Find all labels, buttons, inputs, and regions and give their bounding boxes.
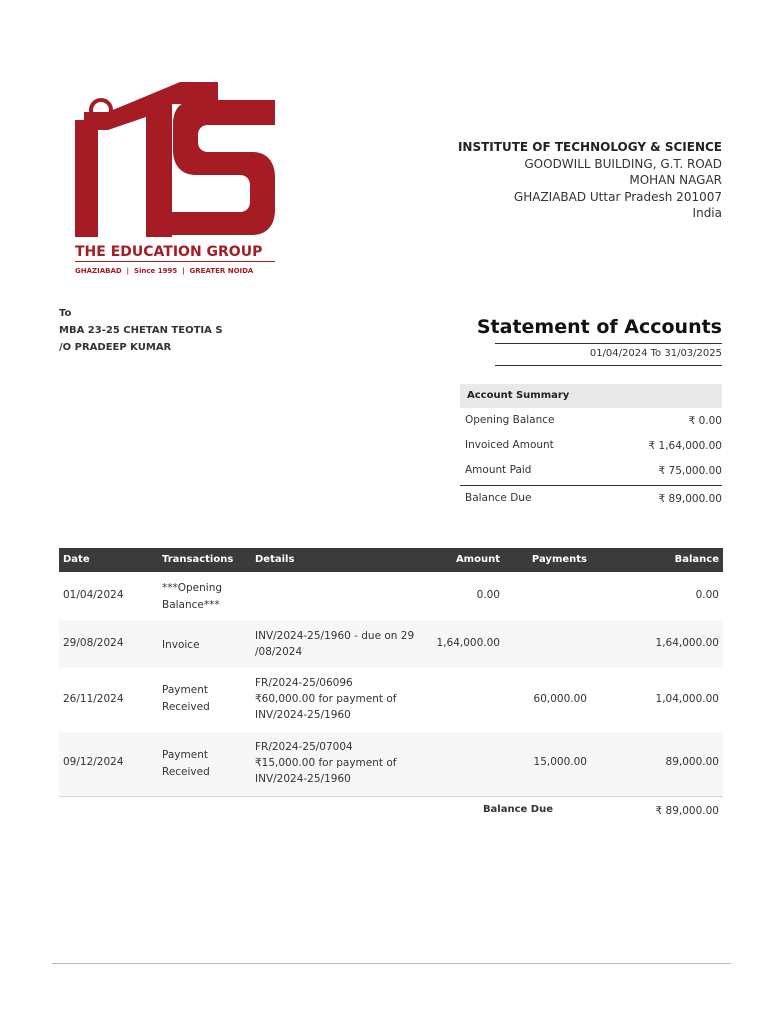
- recipient-line1: MBA 23-25 CHETAN TEOTIA S: [59, 325, 223, 336]
- cell-balance: 1,04,000.00: [655, 693, 719, 705]
- header-balance: Balance: [674, 554, 719, 565]
- account-summary: [460, 384, 722, 511]
- table-row: [59, 572, 723, 620]
- header-payments: Payments: [531, 554, 587, 565]
- cell-payment: 60,000.00: [533, 693, 587, 705]
- account-summary-heading: Account Summary: [460, 384, 722, 408]
- its-logo-mark: [62, 72, 292, 282]
- org-country: India: [692, 206, 722, 220]
- balance-due-value: ₹ 89,000.00: [655, 805, 719, 817]
- cell-transaction: Payment Received: [162, 684, 210, 713]
- footer-divider: [52, 963, 731, 964]
- cell-date: 01/04/2024: [63, 589, 124, 601]
- recipient-block: [59, 305, 223, 356]
- logo-subline: GHAZIABAD | Since 1995 | GREATER NOIDA: [75, 267, 254, 275]
- summary-label: Amount Paid: [465, 464, 532, 476]
- cell-balance: 1,64,000.00: [655, 637, 719, 649]
- table-row: [59, 668, 723, 732]
- org-address-line2: MOHAN NAGAR: [629, 173, 722, 187]
- cell-transaction: Invoice: [162, 639, 200, 651]
- header-transactions: Transactions: [162, 554, 234, 565]
- statement-period: 01/04/2024 To 31/03/2025: [589, 348, 722, 359]
- summary-value: ₹ 89,000.00: [658, 493, 722, 505]
- org-name: INSTITUTE OF TECHNOLOGY & SCIENCE: [457, 140, 722, 154]
- cell-transaction: ***Opening Balance***: [162, 582, 223, 611]
- summary-row-paid: [460, 458, 722, 485]
- cell-details: FR/2024-25/06096 ₹60,000.00 for payment of INV/2024-25/1960: [255, 677, 397, 721]
- logo-tagline: THE EDUCATION GROUP: [75, 244, 263, 260]
- summary-value: ₹ 1,64,000.00: [648, 440, 722, 452]
- statement-divider-bottom: [495, 365, 722, 366]
- table-balance-due-row: [59, 797, 723, 825]
- cell-details: FR/2024-25/07004 ₹15,000.00 for payment of INV/2024-25/1960: [255, 741, 397, 785]
- cell-date: 09/12/2024: [63, 756, 124, 768]
- header-amount: Amount: [455, 554, 500, 565]
- balance-due-label: Balance Due: [482, 804, 553, 815]
- logo-rule: [75, 261, 275, 262]
- table-header: [59, 548, 723, 572]
- organization-address: [458, 139, 722, 222]
- cell-date: 26/11/2024: [63, 693, 124, 705]
- summary-value: ₹ 75,000.00: [658, 465, 722, 477]
- summary-label: Invoiced Amount: [465, 439, 554, 451]
- org-address-line3: GHAZIABAD Uttar Pradesh 201007: [513, 189, 722, 204]
- summary-label: Opening Balance: [465, 414, 555, 426]
- table-row: [59, 732, 723, 796]
- to-label: To: [59, 308, 72, 319]
- statement-title: Statement of Accounts: [476, 316, 722, 338]
- table-row: [59, 620, 723, 668]
- org-address-line1: GOODWILL BUILDING, G.T. ROAD: [524, 156, 722, 171]
- cell-balance: 0.00: [695, 589, 719, 601]
- header-date: Date: [63, 554, 90, 565]
- cell-amount: 1,64,000.00: [436, 637, 500, 649]
- summary-row-balance-due: [460, 486, 722, 511]
- cell-details: INV/2024-25/1960 - due on 29 /08/2024: [255, 630, 415, 658]
- recipient-line2: /O PRADEEP KUMAR: [59, 342, 172, 353]
- statement-divider-top: [495, 343, 722, 344]
- cell-payment: 15,000.00: [533, 756, 587, 768]
- cell-amount: 0.00: [476, 589, 500, 601]
- summary-row-opening: [460, 408, 722, 433]
- cell-transaction: Payment Received: [162, 749, 210, 778]
- logo-s-shape: [170, 100, 275, 235]
- summary-row-invoiced: [460, 433, 722, 458]
- summary-label: Balance Due: [465, 492, 532, 504]
- transactions-table: [59, 548, 723, 825]
- its-logo: [62, 72, 292, 282]
- summary-value: ₹ 0.00: [688, 415, 722, 427]
- logo-i-shape: [75, 112, 108, 237]
- cell-balance: 89,000.00: [665, 756, 719, 768]
- header-details: Details: [255, 554, 295, 565]
- cell-date: 29/08/2024: [63, 637, 124, 649]
